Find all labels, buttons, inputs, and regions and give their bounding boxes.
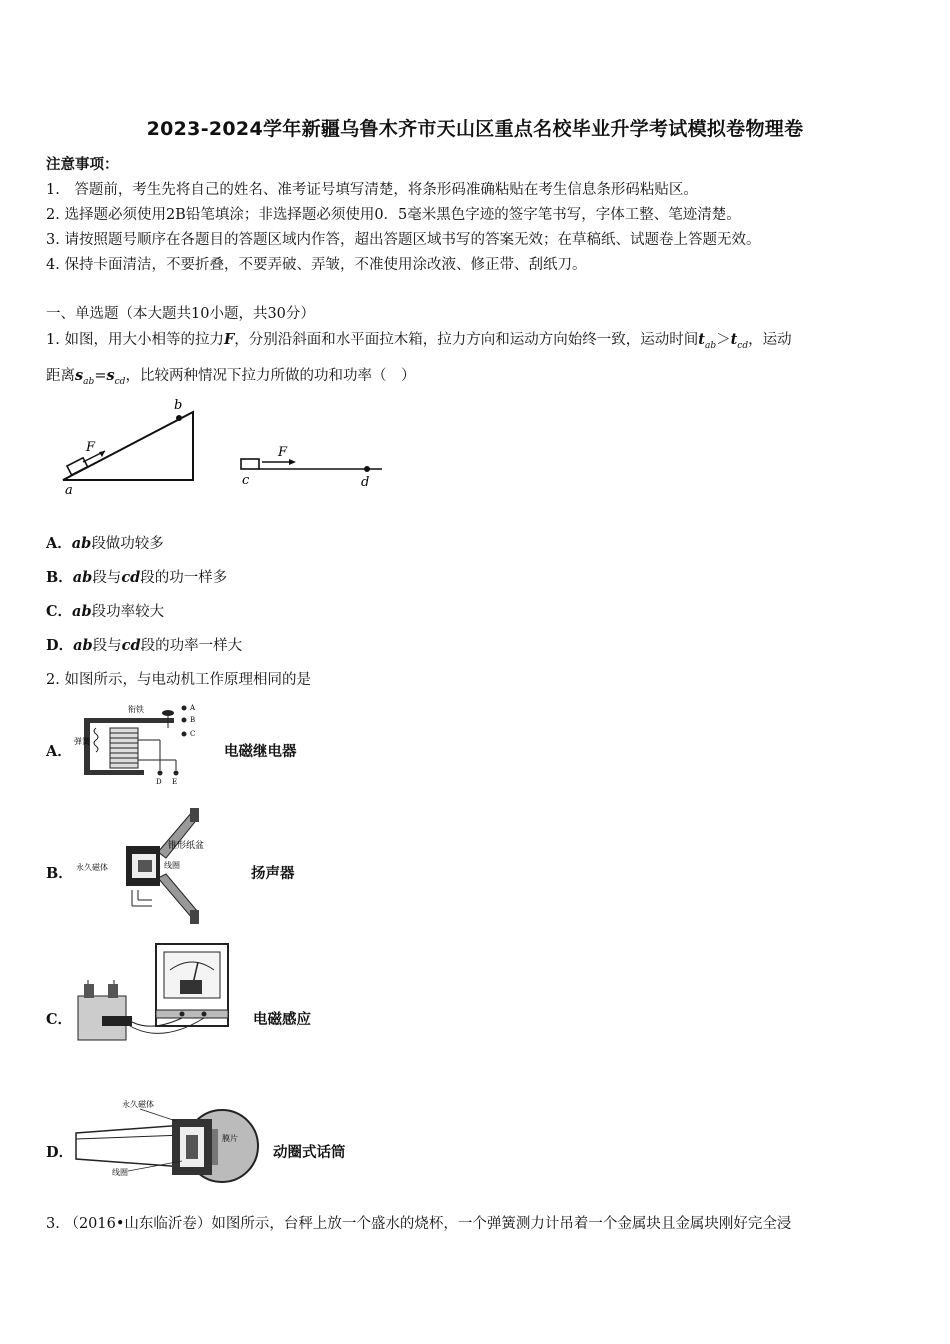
q1-s-ab-sub: ab — [83, 376, 95, 387]
horizontal-label-c: c — [242, 473, 250, 488]
q2-option-a-label[interactable]: A． — [46, 743, 72, 760]
option-ab: ab — [72, 569, 93, 586]
relay-label-A: A — [190, 704, 196, 712]
incline-label-a: a — [65, 483, 73, 498]
option-text-2: 段的功一样多 — [140, 570, 228, 586]
relay-figure — [72, 700, 212, 785]
section-heading: 一、单选题（本大题共10小题，共30分） — [46, 306, 315, 322]
q1-option-d[interactable] — [46, 634, 242, 655]
point-b — [176, 415, 182, 421]
q2-option-b-caption: 扬声器 — [251, 865, 295, 882]
q1-text-c: ，运动 — [748, 332, 792, 348]
speaker-label-magnet: 永久磁体 — [76, 863, 108, 872]
point-d — [364, 466, 370, 472]
q1-incline-figure — [55, 396, 205, 498]
q2-option-b-label[interactable]: B． — [46, 865, 73, 882]
mic-label-magnet: 永久磁体 — [122, 1100, 154, 1109]
incline-label-b: b — [174, 398, 183, 413]
q1-text-d: 距离 — [46, 368, 75, 384]
option-text: 段与 — [92, 638, 122, 654]
q1-eq: = — [94, 368, 107, 384]
horizontal-arrowhead — [289, 459, 296, 465]
horizontal-label-F: F — [278, 445, 288, 460]
option-text: 段与 — [92, 570, 122, 586]
q2-option-d-caption: 动圈式话筒 — [273, 1144, 346, 1161]
conductor-bar — [102, 1016, 132, 1026]
option-ab: ab — [72, 603, 92, 620]
page-title: 2023-2024学年新疆乌鲁木齐市天山区重点名校毕业升学考试模拟卷物理卷 — [146, 118, 804, 140]
q1-t-cd-sub: cd — [737, 340, 749, 351]
relay-base — [84, 770, 144, 775]
q1-text-b: ，分别沿斜面和水平面拉木箱，拉力方向和运动方向始终一致，运动时间 — [234, 332, 699, 348]
relay-label-spring: 弹簧 — [74, 737, 90, 746]
q2-option-a-caption: 电磁继电器 — [224, 743, 297, 760]
incline-label-F: F — [86, 440, 96, 455]
q1-force-symbol: F — [223, 331, 235, 348]
horizontal-label-d: d — [361, 475, 370, 490]
induction-figure — [72, 940, 242, 1055]
q2-stem: 2. 如图所示，与电动机工作原理相同的是 — [46, 672, 311, 688]
notice-item-1: 1. 答题前，考生先将自己的姓名、准考证号填写清楚，将条形码准确粘贴在考生信息条形码粘贴区。 — [46, 182, 698, 198]
q1-t-ab-sub: ab — [704, 340, 717, 351]
relay-spring — [94, 728, 98, 752]
relay-label-C: C — [190, 730, 196, 738]
incline-box — [67, 458, 88, 475]
q1-text-a: 1. 如图，用大小相等的拉力 — [46, 332, 224, 348]
relay-label-B: B — [190, 716, 196, 724]
q1-t-cd: t — [730, 331, 738, 348]
option-text: 段做功较多 — [91, 536, 164, 552]
q1-option-c[interactable] — [46, 600, 164, 621]
q1-option-b[interactable] — [46, 566, 227, 587]
relay-label-D: D — [156, 778, 162, 785]
option-label: A． — [46, 535, 72, 552]
horizontal-box — [241, 459, 259, 469]
relay-armature — [84, 718, 174, 723]
notice-item-4: 4. 保持卡面清洁，不要折叠，不要弄破、弄皱，不准使用涂改液、修正带、刮纸刀。 — [46, 257, 587, 273]
q1-text-e: ，比较两种情况下拉力所做的功和功率（ ） — [125, 368, 416, 384]
notice-heading: 注意事项： — [46, 156, 119, 173]
mic-handle — [76, 1125, 184, 1167]
option-label: D． — [46, 637, 74, 654]
q1-s-ab: s — [75, 367, 84, 384]
q1-stem-line1 — [46, 328, 792, 351]
speaker-label-coil: 线圈 — [164, 861, 180, 870]
speaker-label-cone: 锥形纸盆 — [168, 841, 205, 851]
q2-option-c-caption: 电磁感应 — [253, 1011, 311, 1028]
option-cd: cd — [121, 569, 141, 586]
q1-horizontal-figure — [236, 440, 386, 492]
q1-s-cd: s — [106, 367, 115, 384]
relay-label-armature: 衔铁 — [128, 705, 144, 714]
mic-label-diaphragm: 膜片 — [222, 1134, 238, 1143]
option-label: C． — [46, 603, 73, 620]
option-text-2: 段的功率一样大 — [140, 638, 243, 654]
option-ab: ab — [71, 535, 92, 552]
q1-option-a[interactable] — [46, 532, 164, 553]
option-ab: ab — [73, 637, 93, 654]
option-text: 段功率较大 — [91, 604, 165, 620]
q2-option-c-label[interactable]: C． — [46, 1011, 73, 1028]
option-cd: cd — [121, 637, 141, 654]
mic-label-coil: 线圈 — [112, 1168, 128, 1177]
microphone-figure — [72, 1095, 262, 1190]
q2-option-d-label[interactable]: D． — [46, 1144, 74, 1161]
option-label: B． — [46, 569, 73, 586]
q1-stem-line2 — [46, 364, 415, 387]
q1-t-ab: t — [698, 331, 705, 348]
q3-stem: 3. （2016•山东临沂卷）如图所示，台秤上放一个盛水的烧杯，一个弹簧测力计吊着一个金属块且金属块刚好完全浸 — [46, 1216, 792, 1232]
notice-item-2: 2. 选择题必须使用2B铅笔填涂；非选择题必须使用0．5毫米黑色字迹的签字笔书写，字体工整、笔迹清楚。 — [46, 207, 741, 223]
speaker-figure — [72, 808, 232, 928]
relay-label-E: E — [172, 778, 178, 785]
q1-s-cd-sub: cd — [114, 376, 126, 387]
q1-gt: ＞ — [716, 332, 731, 348]
notice-item-3: 3. 请按照题号顺序在各题目的答题区域内作答，超出答题区域书写的答案无效；在草稿纸、试题卷上答题无效。 — [46, 232, 761, 248]
mic-diaphragm — [212, 1129, 218, 1165]
